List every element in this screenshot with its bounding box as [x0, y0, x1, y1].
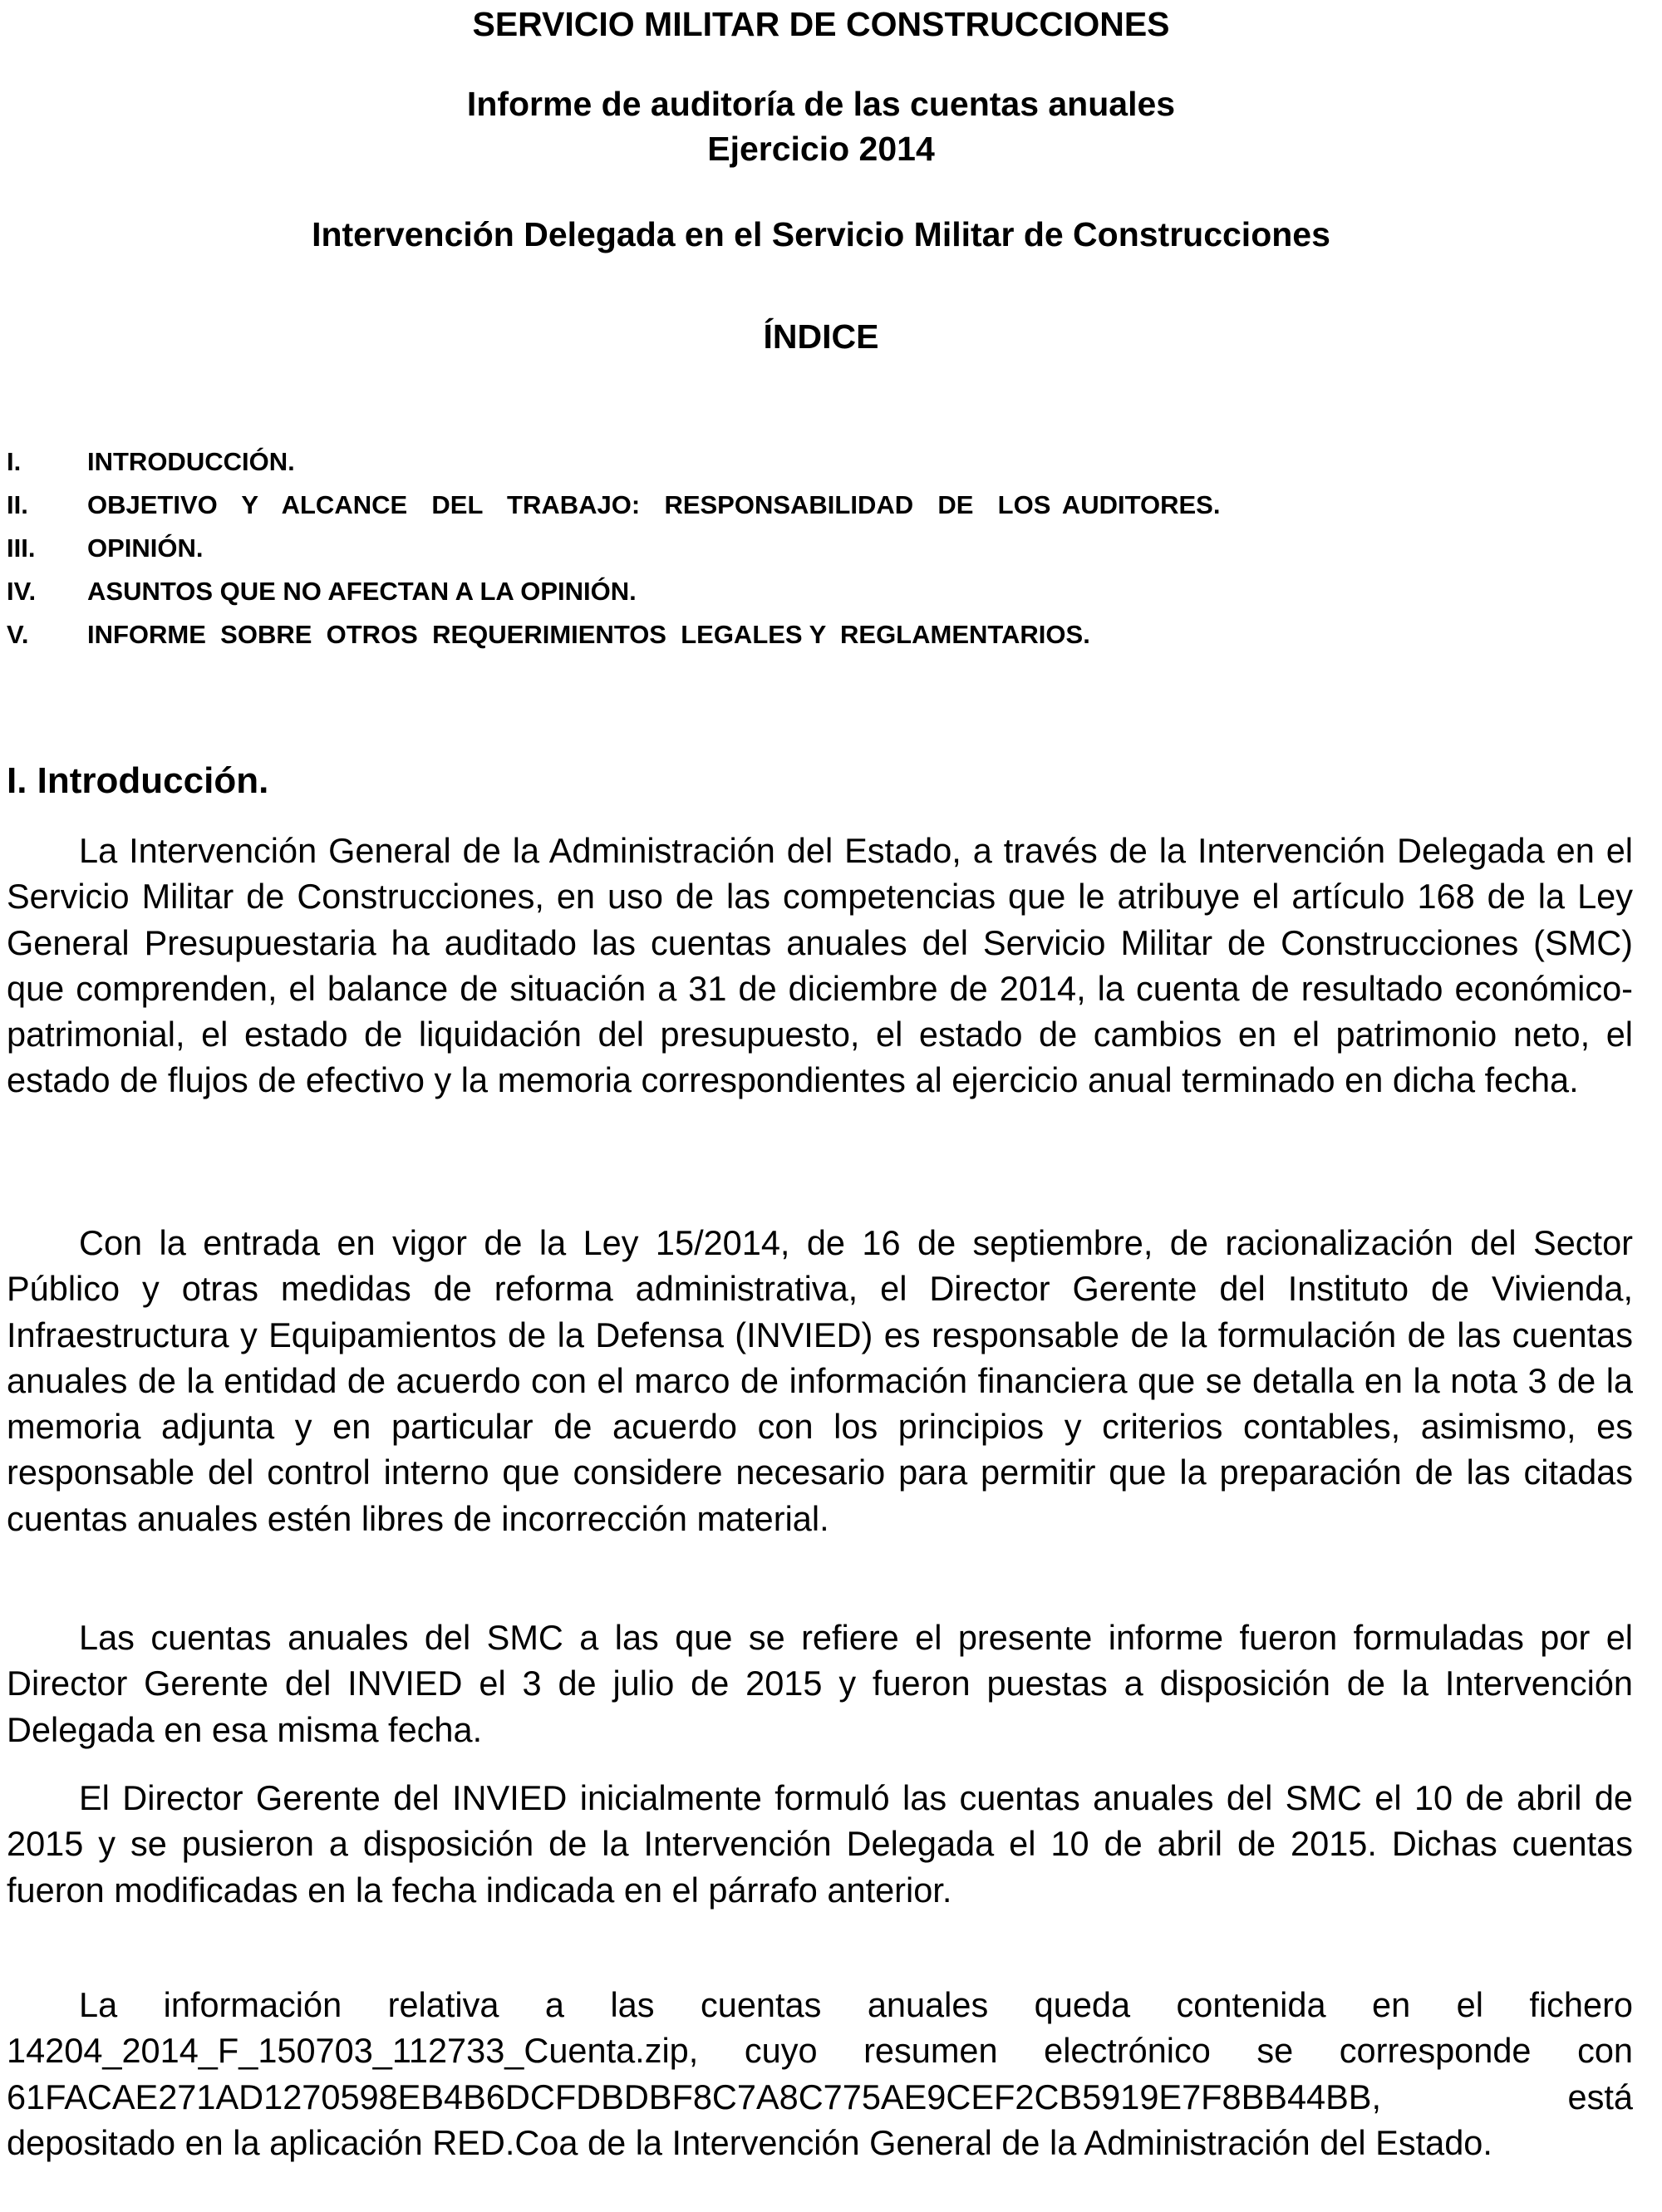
- toc-item: [7, 484, 1635, 527]
- index-title: ÍNDICE: [763, 317, 879, 356]
- toc-item-number: V.: [7, 620, 29, 649]
- paragraph: La información relativa a las cuentas anuales queda contenida en el fichero 14204_2014_F_150703_112733_Cuenta.zip, cuyo resumen electrónico se corresponde con 61FACAE271AD1270598EB4B6DCFDBDBF8C7A8C775AE9CEF2CB5919E7F8BB44BB, está depositado en la aplicación RED.Coa de la Intervención General de la Administración del Estado.: [7, 1985, 1633, 2162]
- toc-item-label: ASUNTOS QUE NO AFECTAN A LA OPINIÓN.: [87, 577, 637, 606]
- report-title: Informe de auditoría de las cuentas anuales: [466, 85, 1176, 123]
- toc-item-label: OBJETIVO Y ALCANCE DEL TRABAJO: RESPONSABILIDAD DE LOS AUDITORES.: [87, 490, 1221, 519]
- toc-item-number: II.: [7, 490, 28, 519]
- toc-item-number: I.: [7, 447, 22, 476]
- paragraph: La Intervención General de la Administración del Estado, a través de la Intervención Delegada en el Servicio Militar de Construcciones, en uso de las competencias que le atribuye el artículo 168 de la Ley General Presupuestaria ha auditado las cuentas anuales del Servicio Militar de Construcciones (SMC) que comprenden, el balance de situación a 31 de diciembre de 2014, la cuenta de resultado económico-patrimonial, el estado de liquidación del presupuesto, el estado de cambios en el patrimonio neto, el estado de flujos de efectivo y la memoria correspondientes al ejercicio anual terminado en dicha fecha.: [7, 831, 1633, 1100]
- table-of-contents: [7, 440, 1635, 656]
- toc-item-number: III.: [7, 533, 36, 563]
- toc-item-number: IV.: [7, 577, 37, 606]
- toc-item: [7, 613, 1635, 656]
- paragraph: Con la entrada en vigor de la Ley 15/2014, de 16 de septiembre, de racionalización del Sector Público y otras medidas de reforma administrativa, el Director Gerente del Instituto de Vivienda, Infraestructura y Equipamientos de la Defensa (INVIED) es responsable de la formulación de las cuentas anuales de la entidad de acuerdo con el marco de información financiera que se detalla en la nota 3 de la memoria adjunta y en particular de acuerdo con los principios y criterios contables, asimismo, es responsable del control interno que considere necesario para permitir que la preparación de las citadas cuentas anuales estén libres de incorrección material.: [7, 1223, 1633, 1538]
- paragraph: Las cuentas anuales del SMC a las que se refiere el presente informe fueron formuladas por el Director Gerente del INVIED el 3 de julio de 2015 y fueron puestas a disposición de la Intervención Delegada en esa misma fecha.: [7, 1618, 1633, 1749]
- toc-item-label: OPINIÓN.: [87, 533, 204, 563]
- organization-heading: SERVICIO MILITAR DE CONSTRUCCIONES: [472, 5, 1170, 43]
- paragraph: El Director Gerente del INVIED inicialmente formuló las cuentas anuales del SMC el 10 de abril de 2015 y se pusieron a disposición de la Intervención Delegada el 10 de abril de 2015. Dichas cuentas fueron modificadas en la fecha indicada en el párrafo anterior.: [7, 1778, 1633, 1910]
- toc-item-label: INTRODUCCIÓN.: [87, 447, 295, 476]
- toc-item: [7, 570, 1635, 613]
- fiscal-year: Ejercicio 2014: [707, 130, 935, 168]
- toc-item-label: INFORME SOBRE OTROS REQUERIMIENTOS LEGALES Y REGLAMENTARIOS.: [87, 620, 1090, 649]
- section-title: I. Introducción.: [7, 760, 269, 801]
- toc-item: [7, 527, 1635, 570]
- toc-item: [7, 440, 1635, 484]
- issuer-heading: Intervención Delegada en el Servicio Militar de Construcciones: [312, 215, 1330, 253]
